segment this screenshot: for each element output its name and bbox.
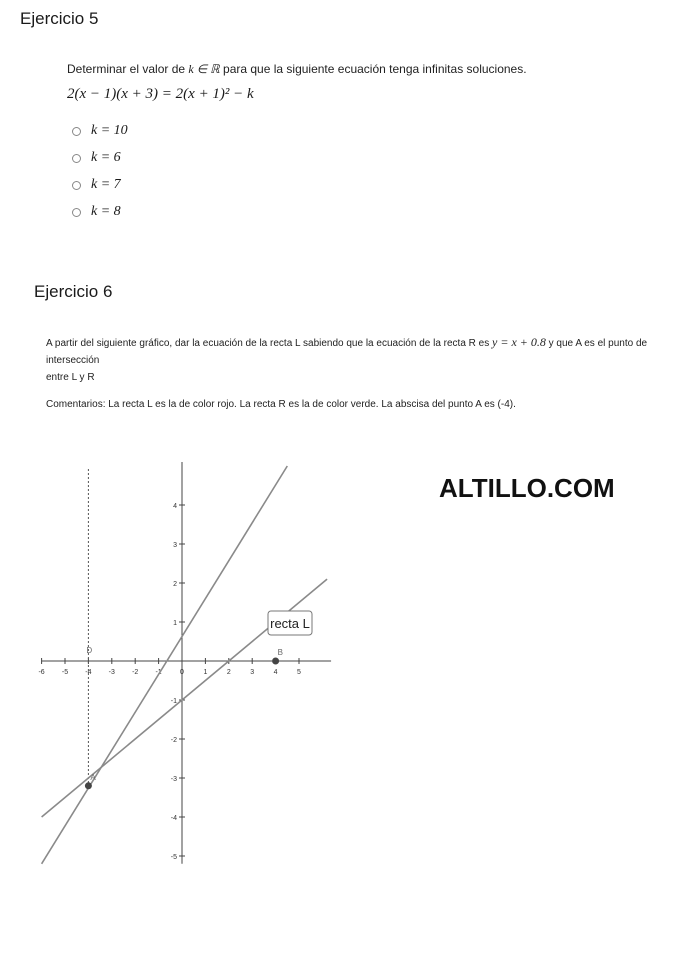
x-tick-label: -3 — [108, 669, 115, 676]
option-label: k = 6 — [91, 150, 121, 165]
annotation-text: recta L — [270, 616, 310, 631]
option-label: k = 7 — [91, 177, 121, 192]
y-tick-label: -2 — [170, 737, 177, 744]
y-tick-label: -5 — [170, 854, 177, 861]
watermark: ALTILLO.COM — [439, 473, 615, 503]
y-tick-label: -1 — [170, 698, 177, 705]
x-tick-label: -1 — [155, 669, 162, 676]
y-tick-label: 4 — [173, 503, 177, 510]
question-variable: k ∈ ℝ — [188, 62, 220, 76]
y-tick-label: 2 — [173, 581, 177, 588]
option-label: k = 10 — [91, 123, 128, 138]
x-tick-label: 1 — [203, 669, 208, 676]
point-b — [272, 658, 279, 665]
y-tick-label: -3 — [170, 776, 177, 783]
line-R — [42, 466, 288, 864]
exercise-5-equation: 2(x − 1)(x + 3) = 2(x + 1)² − k — [67, 86, 254, 102]
point-label-d: D — [86, 646, 93, 655]
option-label: k = 8 — [91, 204, 121, 219]
question-part-c: entre L y R — [46, 372, 95, 383]
y-tick-label: 3 — [173, 542, 177, 549]
question-suffix: para que la siguiente ecuación tenga infinitas soluciones. — [219, 62, 527, 76]
x-tick-label: 0 — [180, 669, 184, 676]
question-equation: y = x + 0.8 — [492, 335, 546, 349]
question-part-b: y que A es el punto de intersección — [46, 338, 648, 366]
question-part-a: A partir del siguiente gráfico, dar la ecuación de la recta L sabiendo que la ecuación de la recta R es — [46, 338, 493, 349]
point-a — [85, 782, 92, 789]
x-tick-label: 4 — [273, 669, 278, 676]
x-tick-label: 5 — [297, 669, 301, 676]
x-tick-label: 2 — [226, 669, 231, 676]
exercise-6-title: Ejercicio 6 — [34, 282, 113, 301]
x-tick-label: -6 — [38, 669, 45, 676]
exercise-6-comment: Comentarios: La recta L es la de color rojo. La recta R es la de color verde. La abscisa del punto A es (-4). — [46, 399, 516, 410]
x-tick-label: -4 — [85, 669, 92, 676]
x-tick-label: -5 — [61, 669, 69, 676]
question-prefix: Determinar el valor de — [67, 62, 189, 76]
y-tick-label: 1 — [173, 620, 177, 627]
point-label-a: A — [90, 772, 96, 782]
x-tick-label: 3 — [250, 669, 255, 676]
y-tick-label: -4 — [170, 815, 177, 822]
exercise-5-title: Ejercicio 5 — [20, 9, 99, 28]
x-tick-label: -2 — [132, 669, 139, 676]
point-label-b: B — [277, 648, 283, 657]
